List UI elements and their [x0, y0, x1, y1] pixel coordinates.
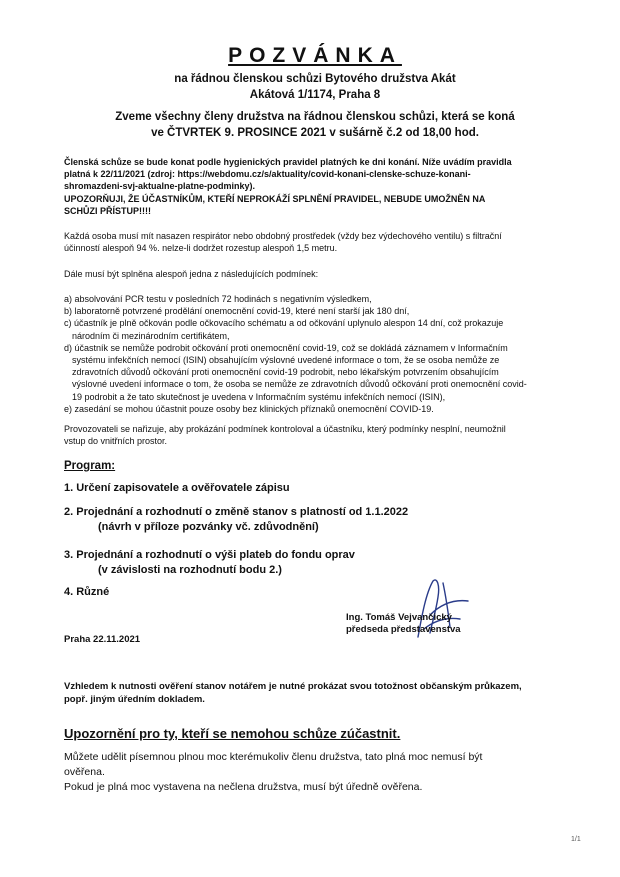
verification-line: Vzhledem k nutnosti ověření stanov notářem je nutné prokázat svou totožnost občanským průkazem, — [64, 681, 522, 692]
program-item-2-note: (návrh v příloze pozvánky vč. zdůvodnění) — [98, 521, 319, 533]
notice-line: Členská schůze se bude konat podle hygienických pravidel platných ke dni konání. Níže uvádím pravidla — [64, 157, 512, 167]
program-item-1: 1. Určení zapisovatele a ověřovatele zápisu — [64, 482, 290, 494]
condition-item-continued: zdravotních důvodů očkování proti onemocnění covid-19 podrobit, nebo lékařským potvrzením obsahujícím — [72, 367, 499, 378]
verification-notice — [64, 680, 564, 706]
rule-line: Provozovateli se nařizuje, aby prokázání podmínek kontroloval a účastníku, který podmínky nesplní, neumožnil — [64, 424, 506, 434]
warning-line: UPOZORŇUJI, ŽE ÚČASTNÍKŮM, KTEŘÍ NEPROKÁŽÍ SPLNĚNÍ PRAVIDEL, NEBUDE UMOŽNĚN NA — [64, 193, 486, 204]
notice-source-line: platná k 22/11/2021 (zdroj: https://webdomu.cz/s/aktuality/covid-konani-clenske-schuze-konani- — [64, 169, 471, 180]
program-item-4: 4. Různé — [64, 586, 110, 598]
rule-line: účinností alespoň 94 %. nelze-li dodržet rozestup alespoň 1,5 metru. — [64, 243, 338, 254]
conditions-intro: Dále musí být splněna alespoň jedna z následujících podmínek: — [64, 269, 319, 279]
invitation-line-1: Zveme všechny členy družstva na řádnou členskou schůzi, která se koná — [115, 111, 515, 123]
document-title: POZVÁNKA — [228, 44, 402, 67]
program-item-3-note: (v závislosti na rozhodnutí bodu 2.) — [98, 564, 282, 576]
warning-line: SCHŮZI PŘÍSTUP!!!! — [64, 205, 151, 216]
condition-item-continued: 19 podrobit a že tato skutečnost je uvedena v Informačním systému infekčních nemocí (ISIN), — [72, 391, 446, 402]
hygiene-notice — [64, 156, 564, 217]
subtitle-address: Akátová 1/1174, Praha 8 — [249, 89, 381, 101]
absent-line: Pokud je plná moc vystavena na nečlena družstva, musí být úředně ověřena. — [64, 781, 423, 793]
program-item-3: 3. Projednání a rozhodnutí o výši plateb do fondu oprav — [64, 549, 355, 561]
condition-item-continued: výslovné uvedení informace o tom, že osoba se nemůže ze zdravotních důvodů očkování proti onemocnění covid- — [72, 379, 527, 390]
signatory-role: předseda představenstva — [346, 624, 461, 635]
rule-line: Každá osoba musí mít nasazen respirátor nebo obdobný prostředek (vždy bez výdechového ventilu) s filtrační — [64, 231, 502, 241]
absent-heading: Upozornění pro ty, kteří se nemohou schůze zúčastnit. — [64, 726, 401, 741]
absent-line: Můžete udělit písemnou plnou moc kterémukoliv členu družstva, tato plná moc nemusí být — [64, 751, 483, 763]
absent-line: ověřena. — [64, 766, 105, 778]
page-number: 1/1 — [571, 836, 581, 843]
rule-line: vstup do vnitřních prostor. — [64, 436, 168, 447]
respirator-rule — [64, 230, 564, 254]
invitation-line-2: ve ČTVRTEK 9. PROSINCE 2021 v sušárně č.2 od 18,00 hod. — [151, 127, 479, 139]
condition-item: a) absolvování PCR testu v posledních 72 hodinách s negativním výsledkem, — [64, 294, 372, 304]
organizer-rule — [64, 423, 564, 447]
notice-source-line: shromazdeni-svj-aktualne-platne-podminky). — [64, 181, 256, 192]
condition-item-continued: národním či mezinárodním certifikátem, — [72, 330, 230, 341]
conditions-list — [64, 293, 564, 415]
place-date: Praha 22.11.2021 — [64, 634, 141, 645]
subtitle-meeting: na řádnou členskou schůzi Bytového družstva Akát — [174, 73, 456, 85]
verification-line: popř. jiným úředním dokladem. — [64, 694, 205, 705]
condition-item: d) účastník se nemůže podrobit očkování proti onemocnění covid-19, což se dokládá záznamem v Informačním — [64, 342, 508, 353]
absent-text — [64, 750, 534, 795]
condition-item: e) zasedání se mohou účastnit pouze osoby bez klinických příznaků onemocnění COVID-19. — [64, 403, 434, 414]
condition-item: b) laboratorně potvrzené prodělání onemocnění covid-19, které není starší jak 180 dní, — [64, 306, 410, 317]
condition-item-continued: systému infekčních nemocí (ISIN) obsahujícím výslovné uvedené informace o tom, že se osoba nemůže ze — [72, 355, 500, 366]
signatory-name: Ing. Tomáš Vejvančický — [346, 612, 452, 623]
program-heading: Program: — [64, 460, 116, 472]
program-item-2: 2. Projednání a rozhodnutí o změně stanov s platností od 1.1.2022 — [64, 506, 409, 518]
condition-item: c) účastník je plně očkován podle očkovacího schématu a od očkování uplynulo alespon 14 dní, což prokazuje — [64, 318, 504, 329]
